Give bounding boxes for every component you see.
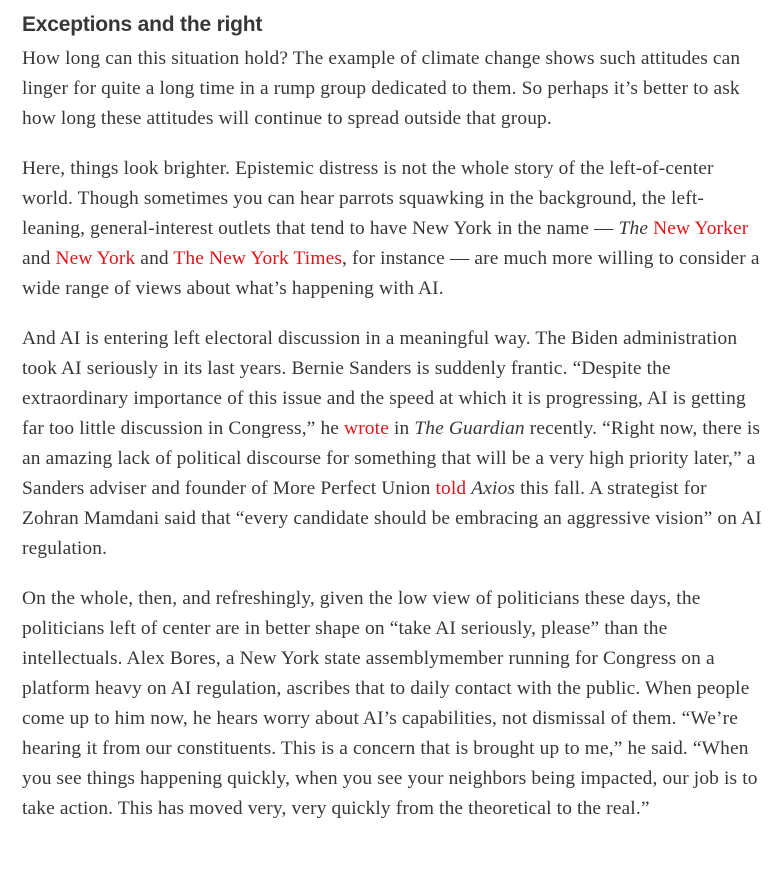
paragraph-2-text-4: , for instance — are much more willing to consider a wide range of views about what’s happening with AI. [22, 248, 760, 299]
section-heading: Exceptions and the right [22, 13, 263, 36]
paragraph-3-text-3: recently. “Right now, there is an amazing lack of political discourse for something that will be a very high priority later,” a Sanders adviser and founder of More Perfect Union [22, 418, 761, 499]
paragraph-1: How long can this situation hold? The example of climate change shows such attitudes can linger for quite a long time in a rump group dedicated to them. So perhaps it’s better to ask how long these attitudes will continue to spread outside that group. [22, 48, 741, 129]
told-link[interactable]: told [435, 478, 467, 499]
article-body [22, 8, 762, 844]
wrote-link[interactable]: wrote [344, 418, 389, 439]
guardian-italic: The Guardian [414, 418, 525, 439]
paragraph-2 [22, 154, 762, 304]
paragraph-3 [22, 324, 762, 564]
the-italic: The [618, 218, 649, 239]
paragraph-2-text-3: and [135, 248, 174, 269]
paragraph-4: On the whole, then, and refreshingly, given the low view of politicians these days, the politicians left of center are in better shape on “take AI seriously, please” than the intellectuals. Alex Bores, a New York state assemblymember running for Congress on a platform heavy on AI regulation, ascribes that to daily contact with the public. When people come up to him now, he hears worry about AI’s capabilities, not dismissal of them. “We’re hearing it from our constituents. This is a concern that is brought up to me,” he said. “When you see things happening quickly, when you see your neighbors being impacted, our job is to take action. This has moved very, very quickly from the theoretical to the real.” [22, 588, 758, 819]
paragraph-3-text-5: this fall. A strategist for Zohran Mamdani said that “every candidate should be embracing an aggressive vision” on AI regulation. [22, 478, 762, 559]
paragraph-3-text-1: And AI is entering left electoral discussion in a meaningful way. The Biden administration took AI seriously in its last years. Bernie Sanders is suddenly frantic. “Despite the extraordinary importance of this issue and the speed at which it is progressing, AI is getting far too little discussion in Congress,” he [22, 328, 746, 439]
new-york-times-link[interactable]: The New York Times [173, 248, 343, 269]
axios-italic: Axios [471, 478, 516, 499]
new-yorker-link[interactable]: New Yorker [653, 218, 749, 239]
paragraph-3-text-2: in [388, 418, 415, 439]
new-york-link[interactable]: New York [55, 248, 136, 269]
paragraph-2-text-2: and [22, 248, 56, 269]
paragraph-2-text-1: Here, things look brighter. Epistemic distress is not the whole story of the left-of-center world. Though sometimes you can hear parrots squawking in the background, the left-leaning, general-interest outlets that tend to have New York in the name — [22, 158, 714, 239]
